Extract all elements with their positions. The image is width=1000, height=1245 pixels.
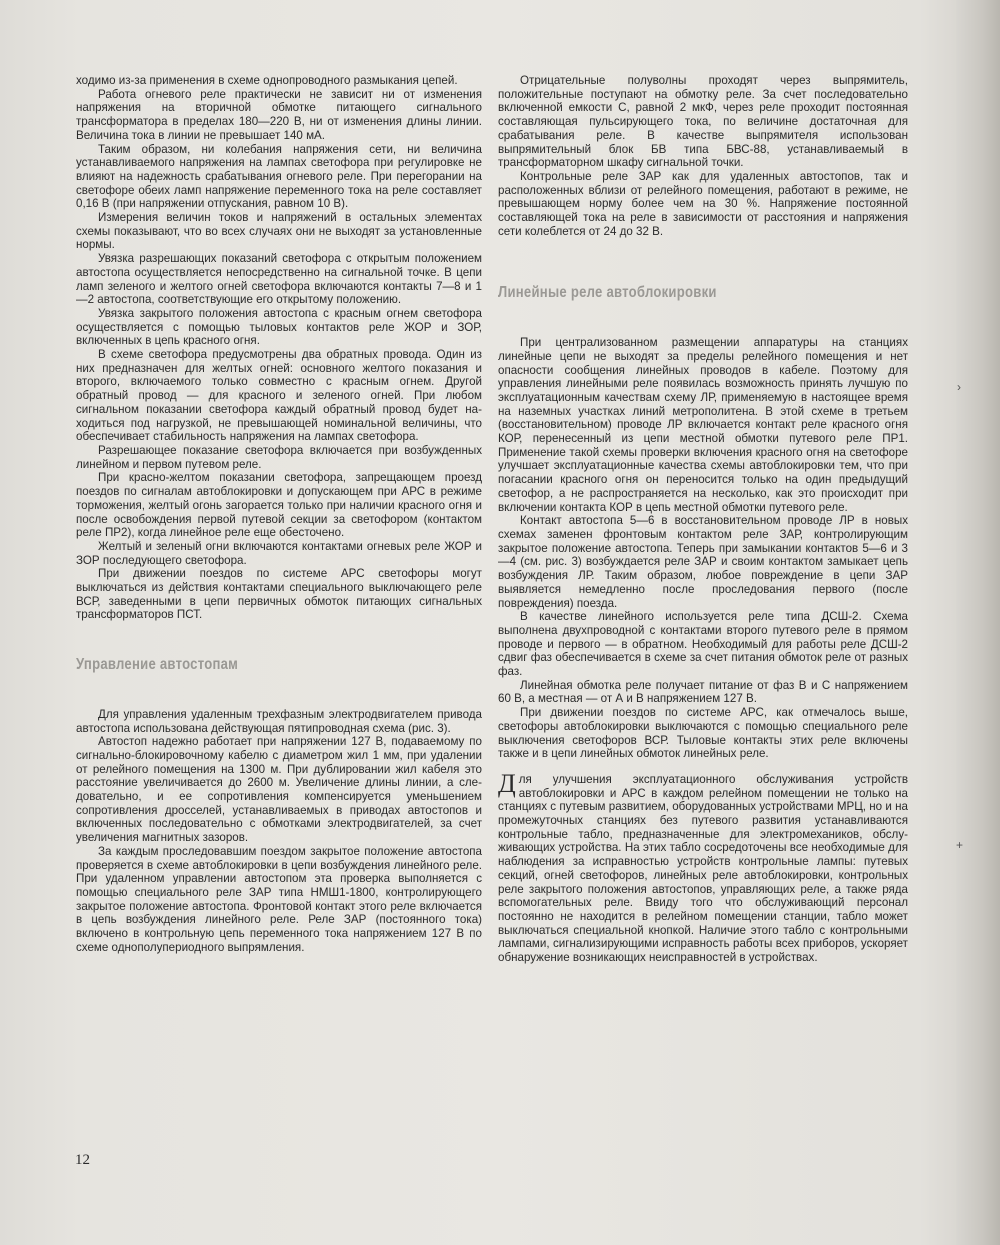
paragraph: В качестве линейного используется реле типа ДСШ-2. Схема выполнена двухпроводной с контактами второго путевого реле в прямом проводе и первого — в обратном. Необходимый для работы реле ДСШ-2 сдвиг фаз обеспечивается в схеме за счет питания обмоток реле от разных фаз. bbox=[498, 610, 908, 679]
paragraph: Контакт автостопа 5—6 в восстановительном проводе ЛР в новых схемах заменен фронтовым контактом реле ЗАР, контролирующим закрытое положение автостопа. Теперь при замыкании контактов 5—6 и 3—4 (см. рис. 3) возбуждается реле ЗАР и своим контактом замыкает цепь возбуждения ЛР. Таким образом, любое повреждение в цепи ЗАР выявляется немедленно после проследования первого (после повреждения) поезда. bbox=[498, 514, 908, 610]
margin-mark: + bbox=[956, 838, 964, 852]
paragraph: Автостоп надежно работает при напряжении 127 В, подаваемому по сигнально-блокировочному кабелю с диаметром жил 1 мм, при удалении от релейного помещения на 1300 м. При дублировании жил кабеля это расстояние увеличивается до 2600 м. Увеличение длины линии, а следовательно, и ее сопротивления компенсируется уменьшением сопротивления дросселей, устанавливаемых в приводах автостопов и включенных последовательно с обмотками электродвигателей, за счет увеличения магнитных зазоров. bbox=[76, 735, 482, 845]
paragraph: Работа огневого реле практически не зависит ни от изменения напряжения на вторичной обмотке питающего сигнального трансформатора в пределах 180—220 В, ни от изменения длины линии. Величина тока в линии не превышает 140 мА. bbox=[76, 87, 482, 142]
dropcap-paragraph bbox=[498, 768, 908, 965]
paragraph: В схеме светофора предусмотрены два обратных провода. Один из них предназначен для желтых огней: основного желтого показания и второго, включаемого только совместно с красным огнем. Другой обратный провод — для красного и зеленого огней. При любом сигнальном показании светофора каждый обратный провод будет находиться под нагрузкой, не превышающей номинальной величины, что обеспечивает стабильность напряжения на лампах светофора. bbox=[76, 348, 482, 444]
section-heading: Управление автостопам bbox=[76, 656, 239, 674]
left-column bbox=[76, 74, 482, 954]
paragraph: Измерения величин токов и напряжений в остальных элементах схемы показывают, что во всех случаях они не выходят за установленные нормы. bbox=[76, 211, 482, 252]
paragraph: Для управления удаленным трехфазным электродвигателем привода автостопа использована действующая пятипроводная схема (рис. 3). bbox=[76, 707, 482, 735]
paragraph: За каждым проследовавшим поездом закрытое положение автостопа проверяется в схеме автоблокировки в цепи возбуждения линейного реле. При удаленном управлении автостопом эта проверка выполняется с помощью специального реле ЗАР типа НМШ1-1800, контролирующего закрытое положение автостопа. Фронтовой контакт этого реле включается в цепь возбуждения линейного реле. Реле ЗАР (постоянного тока) включено в контрольную цепь переменного тока напряжением 127 В по схеме однополупериодного выпрямления. bbox=[76, 844, 482, 954]
margin-mark: › bbox=[957, 380, 961, 394]
paragraph: Желтый и зеленый огни включаются контактами огневых реле ЖОР и ЗОР последующего светофора. bbox=[76, 539, 482, 567]
dropcap-text: ля улучшения эксплуатационного обслуживания устройств автоблокировки и АРС в каждом релейном помещении не только на станциях с путевым развитием, оборудованных устройствами МРЦ, но и на промежуточных станциях без путевого развития устанавливаются контрольные табло, предназначенные для электромехаников, обслуживающих устройства. На этих табло сосредоточены все необходимые для наблюдения за исправностью устройств контрольные лампы: путевых секций, огней светофоров, линейных реле автоблокировки, контрольных реле закрытого положения автостопов, управляющих реле, а также ряда вспомогательных реле. Ввиду того что обслуживающий персонал постоянно не находится в релейном помещении станции, табло может выключаться специальной кнопкой. Наличие этого табло с контрольными лампами, сигнализирующими исправность работы всех приборов, ускоряет обнаружение возникающих неисправностей в устройствах. bbox=[498, 772, 908, 965]
paragraph: Таким образом, ни колебания напряжения сети, ни величина устанавливаемого напряжения на лампах светофора при регулировке не влияют на надежность срабатывания огневого реле. При перегорании на светофоре обеих ламп напряжение переменного тока на реле составляет 0,16 В (при напряжении отпускания, равном 10 В). bbox=[76, 142, 482, 211]
paragraph: Линейная обмотка реле получает питание от фаз В и С напряжением 60 В, а местная — от А и В напряжением 127 В. bbox=[498, 678, 908, 706]
paragraph: ходимо из-за применения в схеме однопроводного размыкания цепей. bbox=[76, 74, 458, 87]
dropcap-letter: Д bbox=[498, 768, 516, 798]
paragraph: Увязка закрытого положения автостопа с красным огнем светофора осуществляется с помощью тыловых контактов реле ЖОР и ЗОР, включенных в цепь красного огня. bbox=[76, 306, 482, 348]
paragraph: При красно-желтом показании светофора, запрещающем проезд поездов по сигналам автоблокировки и допускающем при АРС в режиме торможения, желтый огонь загорается только при наличии красного огня и после освобождения первой путевой секции за светофором (контактом реле ПР2), когда линейное реле еще обесточено. bbox=[76, 471, 482, 540]
right-column bbox=[498, 74, 908, 965]
left-paragraphs-2 bbox=[76, 708, 482, 955]
paragraph: Отрицательные полуволны проходят через выпрямитель, положительные поступают на обмотку реле. За счет последовательно включенной емкости С, равной 2 мкФ, через реле проходит постоянная составляющая пульсирующего тока, по величине достаточная для срабатывания реле. В качестве выпрямителя использован выпрямительный блок БВ типа БВС-88, устанавливаемый в трансформаторном шкафу сигнальной точки. bbox=[498, 74, 908, 170]
page-edge bbox=[956, 0, 1000, 1245]
left-paragraphs-1 bbox=[76, 74, 482, 622]
right-paragraphs-2 bbox=[498, 336, 908, 761]
paragraph: Разрешающее показание светофора включается при возбужденных линейном и первом путевом реле. bbox=[76, 443, 482, 471]
paragraph: При движении поездов по системе АРС светофоры могут выключаться из действия контактами специального выключающего реле ВСР, заведенными в цепи первичных обмоток питающих сигнальных трансформаторов ПСТ. bbox=[76, 567, 482, 622]
paragraph: При движении поездов по системе АРС, как отмечалось выше, светофоры автоблокировки выключаются с помощью специального реле выключения светофоров ВСР. Тыловые контакты этих реле включены также и в цепи линейных обмоток линейных реле. bbox=[498, 706, 908, 761]
right-paragraphs-1 bbox=[498, 74, 908, 238]
paragraph: При централизованном размещении аппаратуры на станциях линейные цепи не выходят за пределы релейного помещения и нет опасности сообщения линейных проводов в кабеле. Поэтому для управления линейными реле появилась возможность принять лучшую по эксплуатационным качествам схему ЛР, применяемую в настоящее время на наземных участках линий метрополитена. В этой схеме в третьем (восстановительном) проводе ЛР включается контакт реле красного огня КОР, перенесенный из цепи местной обмотки путевого реле ПР1. Применение такой схемы проверки включения красного огня на светофоре улучшает эксплуатационные качества схемы автоблокировки тем, что при погасании красного огня он переносится только на один предыдущий светофор, а не распространяется на несколько, как это происходит при включении контакта КОР в цепь местной обмотки путевого реле. bbox=[498, 336, 908, 514]
section-heading: Линейные реле автоблокировки bbox=[498, 284, 717, 302]
paragraph: Контрольные реле ЗАР как для удаленных автостопов, так и расположенных вблизи от релейного помещения, работают в режиме, не превышающем норму более чем на 30 %. Напряжение постоянной составляющей тока на реле в зависимости от расстояния и напряжения сети колеблется от 24 до 32 В. bbox=[498, 169, 908, 238]
page-number: 12 bbox=[75, 1152, 90, 1168]
paragraph: Увязка разрешающих показаний светофора с открытым положением автостопа осуществляется непосредственно на сигнальной точке. В цепи ламп зеленого и желтого огней светофора включаются контакты 7—8 и 1—2 автостопа, соответствующие его открытому положению. bbox=[76, 252, 482, 307]
